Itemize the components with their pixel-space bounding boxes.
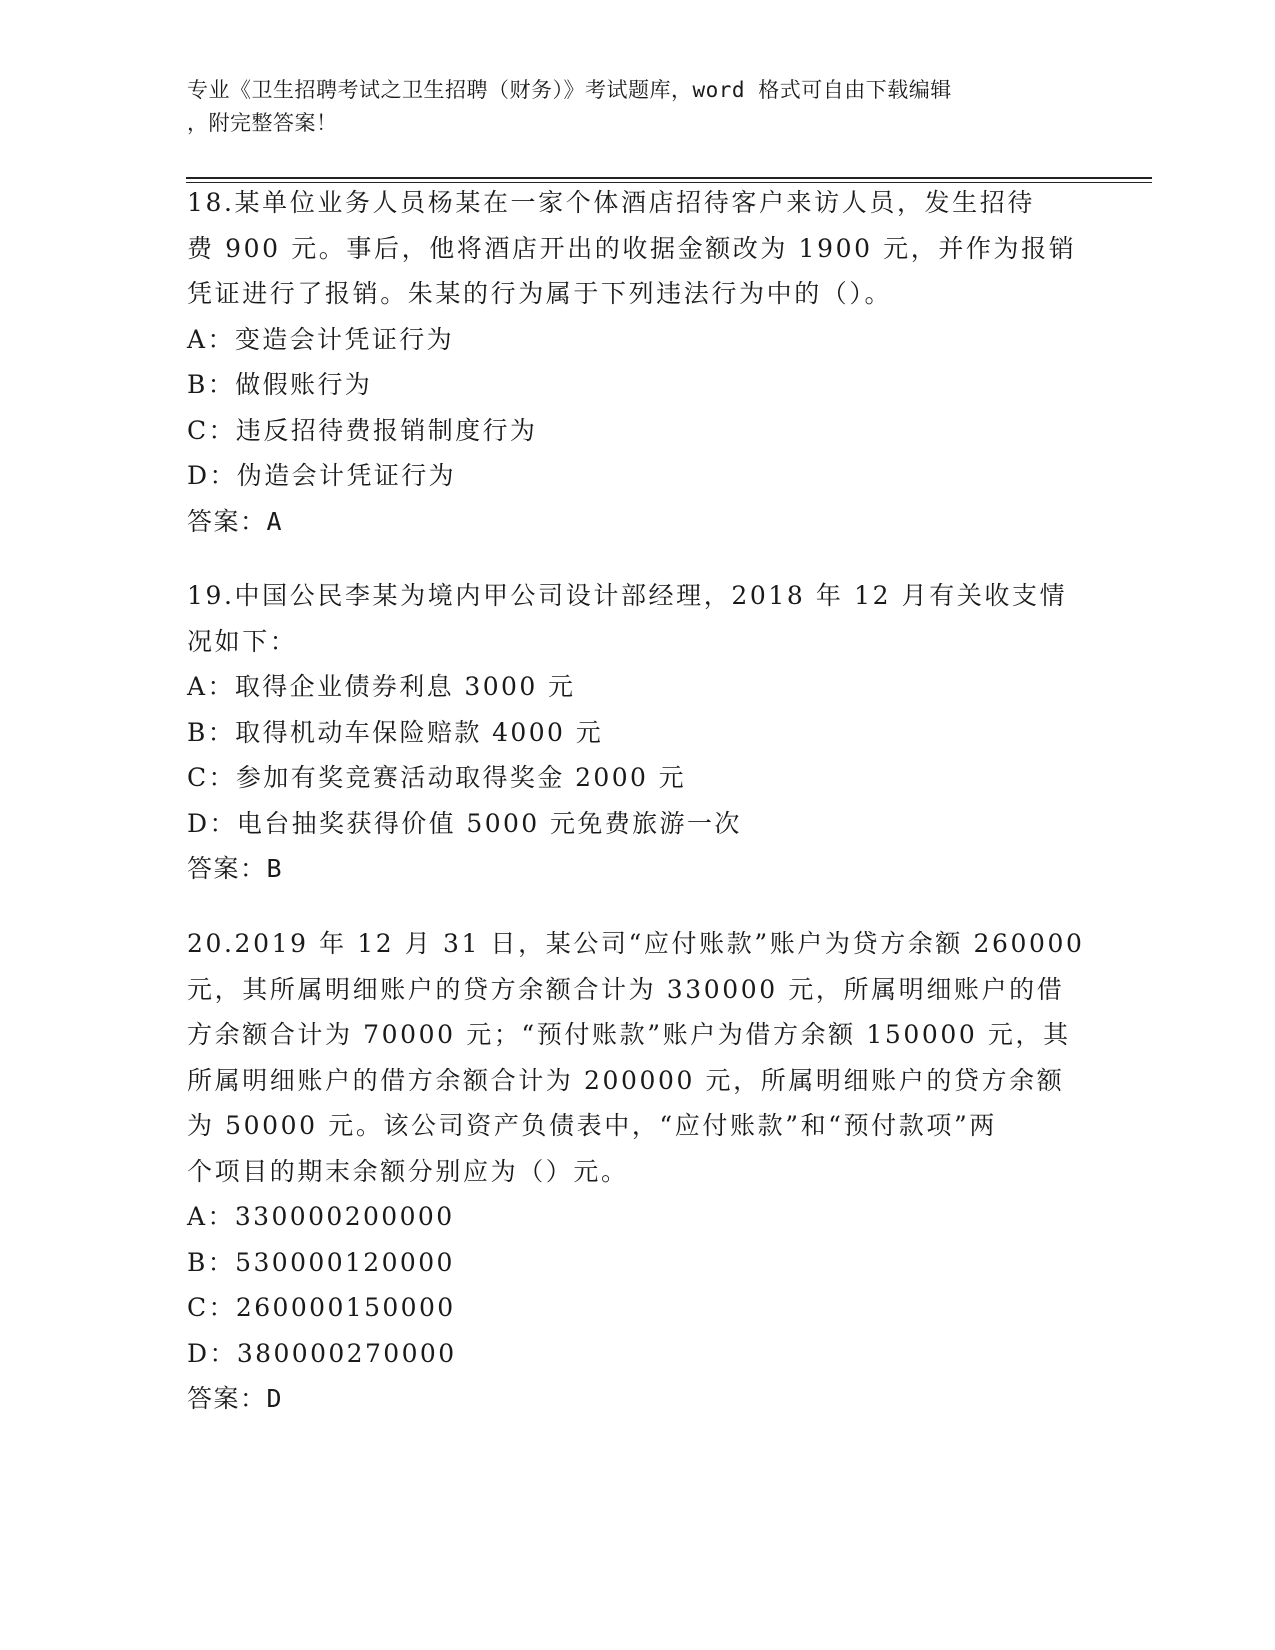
option-a: A：330000200000 (187, 1202, 455, 1231)
question-stem-line: 费 900 元。事后，他将酒店开出的收据金额改为 1900 元，并作为报销 (187, 233, 1077, 263)
question-stem-line: 元，其所属明细账户的贷方余额合计为 330000 元，所属明细账户的借 (187, 974, 1065, 1004)
document-header (187, 74, 1067, 140)
answer-label: 答案： (187, 854, 267, 883)
answer-value: B (266, 854, 284, 883)
answer-line (187, 1376, 1087, 1422)
option-b: B：做假账行为 (187, 370, 373, 399)
question-stem-line: 19.中国公民李某为境内甲公司设计部经理，2018 年 12 月有关收支情 (187, 581, 1068, 610)
question-stem-line: 18.某单位业务人员杨某在一家个体酒店招待客户来访人员，发生招待 (187, 188, 1035, 217)
answer-value: A (266, 506, 284, 536)
option-c: C：参加有奖竞赛活动取得奖金 2000 元 (187, 763, 687, 792)
option-b: B：取得机动车保险赔款 4000 元 (187, 717, 604, 747)
question-stem-line: 20.2019 年 12 月 31 日，某公司“应付账款”账户为贷方余额 260000 (187, 929, 1085, 958)
answer-line (187, 499, 1087, 545)
header-divider-thick (186, 177, 1152, 179)
question-18 (187, 180, 1087, 544)
option-a: A：变造会计凭证行为 (187, 324, 455, 354)
header-line-2: ，附完整答案！ (187, 111, 338, 135)
option-b: B：530000120000 (187, 1247, 455, 1277)
question-stem-line: 为 50000 元。该公司资产负债表中，“应付账款”和“预付款项”两 (187, 1111, 997, 1140)
option-d: D：电台抽奖获得价值 5000 元免费旅游一次 (187, 808, 742, 838)
question-19 (187, 573, 1087, 892)
option-d: D：伪造会计凭证行为 (187, 461, 457, 490)
option-d: D：380000270000 (187, 1338, 457, 1368)
option-c: C：260000150000 (187, 1293, 456, 1322)
question-20 (187, 921, 1087, 1422)
question-stem-line: 凭证进行了报销。朱某的行为属于下列违法行为中的（）。 (187, 279, 893, 308)
option-a: A：取得企业债券利息 3000 元 (187, 672, 576, 701)
option-c: C：违反招待费报销制度行为 (187, 415, 538, 445)
question-stem-line: 况如下： (187, 626, 298, 656)
question-stem-line: 所属明细账户的借方余额合计为 200000 元，所属明细账户的贷方余额 (187, 1065, 1065, 1095)
question-stem-line: 个项目的期末余额分别应为（）元。 (187, 1156, 629, 1186)
header-line-1: 专业《卫生招聘考试之卫生招聘（财务）》考试题库，word 格式可自由下载编辑 (187, 78, 952, 102)
answer-label: 答案： (187, 506, 267, 536)
answer-line (187, 846, 1087, 892)
question-stem-line: 方余额合计为 70000 元；“预付账款”账户为借方余额 150000 元，其 (187, 1020, 1071, 1049)
answer-label: 答案： (187, 1384, 267, 1413)
answer-value: D (266, 1384, 284, 1413)
